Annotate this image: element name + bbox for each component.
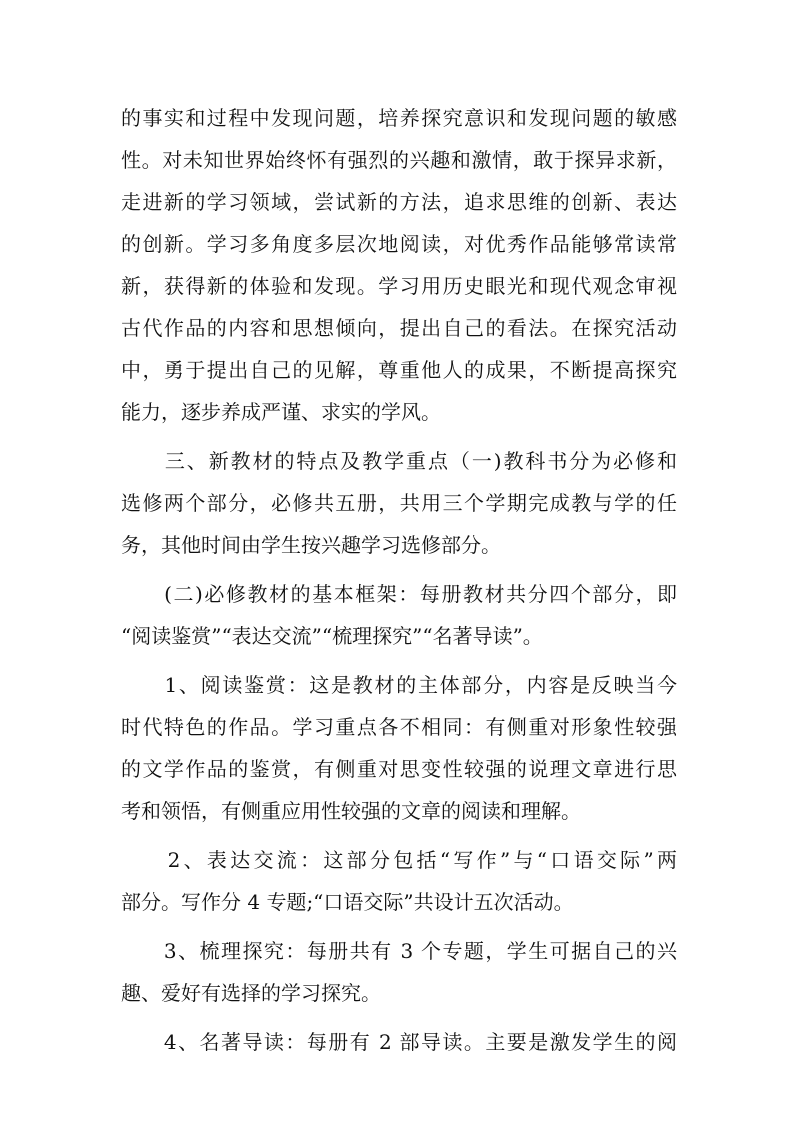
document-body <box>121 97 677 1063</box>
text-line: 的事实和过程中发现问题，培养探究意识和发现问题的敏感 <box>121 106 677 130</box>
paragraph-inquiry-goals <box>121 97 677 433</box>
text-line: 时代特色的作品。学习重点各不相同：有侧重对形象性较强 <box>121 715 677 739</box>
text-line: 1、阅读鉴赏：这是教材的主体部分，内容是反映当今 <box>121 673 677 697</box>
text-line: 趣、爱好有选择的学习探究。 <box>121 981 381 1005</box>
text-line: 4、名著导读：每册有 2 部导读。主要是激发学生的阅 <box>121 1030 677 1054</box>
text-line: (二)必修教材的基本框架：每册教材共分四个部分，即 <box>121 582 677 606</box>
text-line: 走进新的学习领域，尝试新的方法，追求思维的创新、表达 <box>121 190 677 214</box>
text-line: 中，勇于提出自己的见解，尊重他人的成果，不断提高探究 <box>121 358 677 382</box>
text-line: “阅读鉴赏”“表达交流”“梳理探究”“名著导读”。 <box>121 624 543 648</box>
text-line: 部分。写作分 4 专题;“口语交际”共设计五次活动。 <box>121 890 574 914</box>
paragraph-classics-guide <box>121 1021 677 1063</box>
text-line: 2、表达交流：这部分包括“写作”与“口语交际”两 <box>121 848 677 872</box>
text-line: 三、新教材的特点及教学重点（一)教科书分为必修和 <box>121 449 677 473</box>
text-line: 考和领悟，有侧重应用性较强的文章的阅读和理解。 <box>121 799 581 823</box>
paragraph-reading-appreciation <box>121 664 677 832</box>
text-line: 古代作品的内容和思想倾向，提出自己的看法。在探究活动 <box>121 316 677 340</box>
paragraph-expression-exchange <box>121 839 677 923</box>
paragraph-sorting-inquiry <box>121 930 677 1014</box>
text-line: 新，获得新的体验和发现。学习用历史眼光和现代观念审视 <box>121 274 677 298</box>
text-line: 的创新。学习多角度多层次地阅读，对优秀作品能够常读常 <box>121 232 677 256</box>
text-line: 能力，逐步养成严谨、求实的学风。 <box>121 400 441 424</box>
text-line: 的文学作品的鉴赏，有侧重对思变性较强的说理文章进行思 <box>121 757 677 781</box>
text-line: 务，其他时间由学生按兴趣学习选修部分。 <box>121 533 501 557</box>
paragraph-framework <box>121 573 677 657</box>
text-line: 选修两个部分，必修共五册，共用三个学期完成教与学的任 <box>121 491 677 515</box>
text-line: 性。对未知世界始终怀有强烈的兴趣和激情，敢于探异求新， <box>121 148 677 172</box>
text-line: 3、梳理探究：每册共有 3 个专题，学生可据自己的兴 <box>121 939 677 963</box>
paragraph-section-three <box>121 440 677 566</box>
